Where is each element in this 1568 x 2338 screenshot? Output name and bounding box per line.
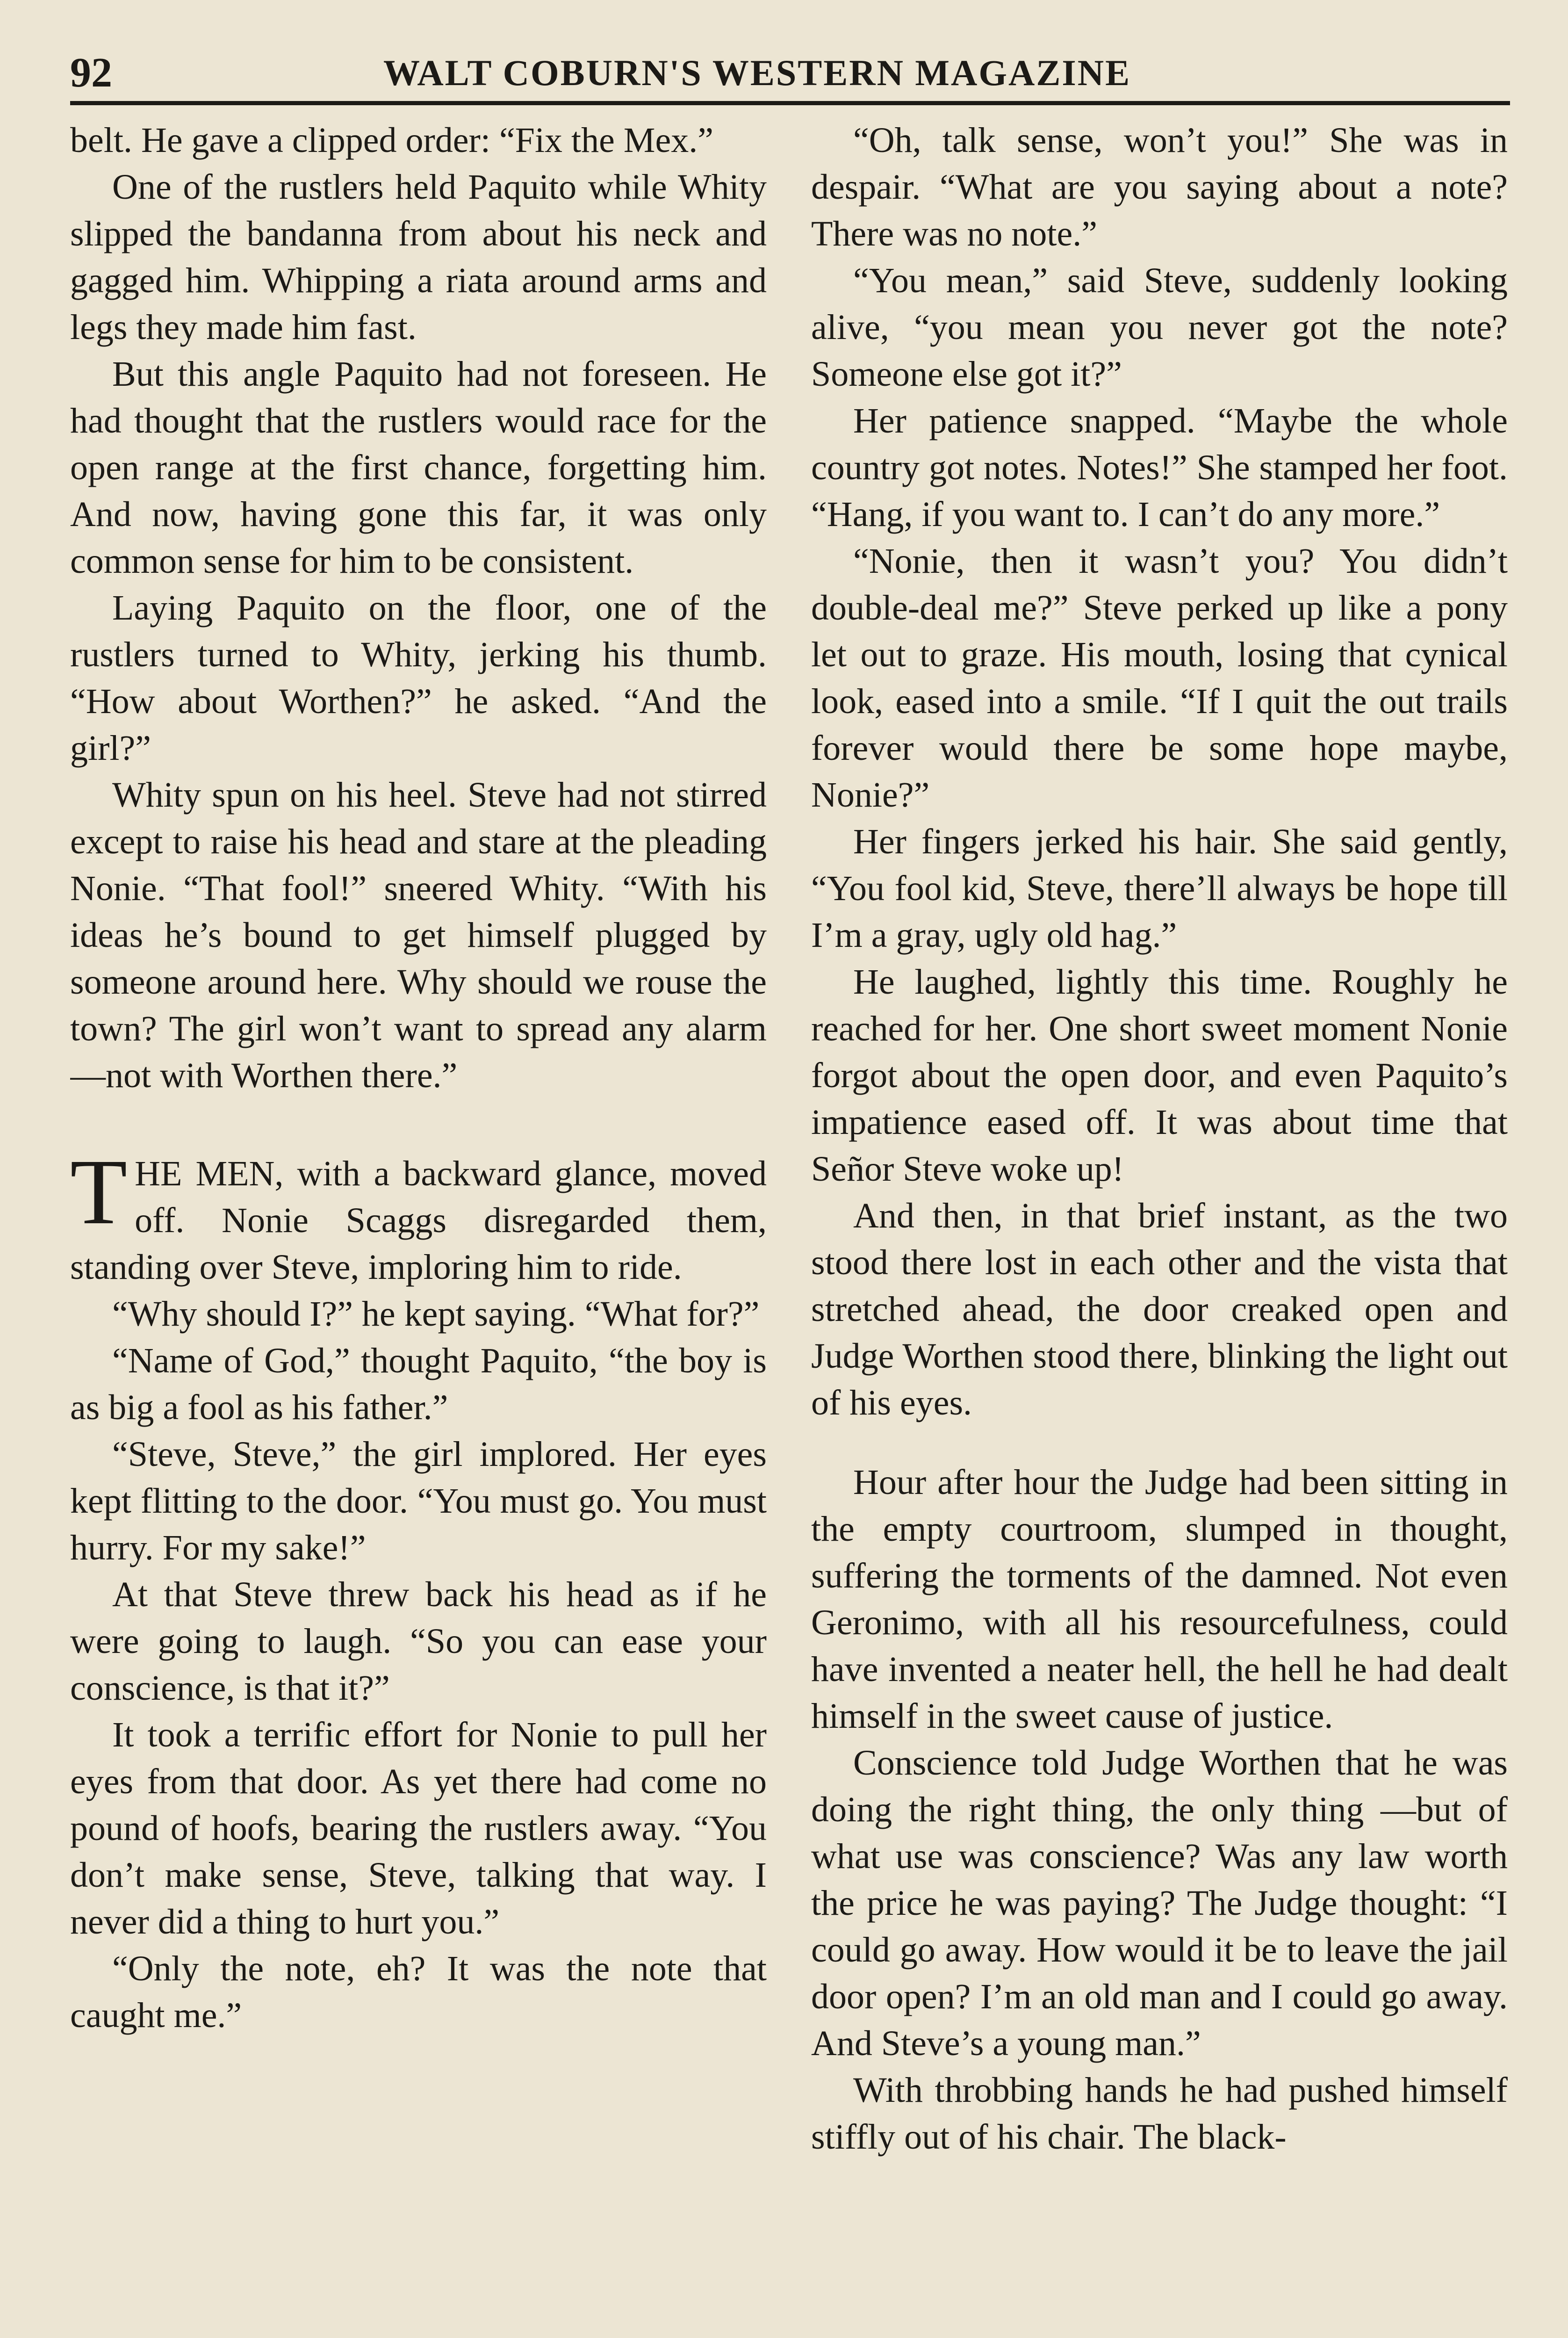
paragraph: belt. He gave a clipped order: “Fix the Mex.” [70,121,713,160]
paragraph: At that Steve threw back his head as if he were going to laugh. “So you can ease your conscience, is that it?” [70,1575,767,1708]
paragraph: “Only the note, eh? It was the note that caught me.” [70,1949,767,2035]
paragraph: One of the rustlers held Paquito while Whity slipped the bandanna from about his neck and gagged him. Whipping a riata around arms and legs they made him fast. [70,167,767,347]
paragraph: “Why should I?” he kept saying. “What for?” [112,1294,760,1334]
paragraph: It took a terrific effort for Nonie to pull her eyes from that door. As yet there had come no pound of hoofs, bearing the rustlers away. “You don’t make sense, Steve, talking that way. I never did a thing to hurt you.” [70,1715,767,1941]
drop-cap: T [70,1140,128,1244]
paragraph: Conscience told Judge Worthen that he was doing the right thing, the only thing —but of what use was conscience? Was any law worth the price he was paying? The Judge thought: “I could go away. How would it be to leave the jail door open? I’m an old man and I could go away. And Steve’s a young man.” [811,1743,1508,2063]
paragraph: With throbbing hands he had pushed himself stiffly out of his chair. The black- [811,2071,1508,2157]
paragraph: “Oh, talk sense, won’t you!” She was in despair. “What are you saying about a note? There was no note.” [811,121,1508,253]
paragraph: “You mean,” said Steve, suddenly looking alive, “you mean you never got the note? Someone else got it?” [811,261,1508,394]
paragraph: But this angle Paquito had not foreseen. He had thought that the rustlers would race for the open range at the first chance, forgetting him. And now, having gone this far, it was only common sense for him to be consistent. [70,354,767,581]
paragraph: Laying Paquito on the floor, one of the rustlers turned to Whity, jerking his thumb. “How about Worthen?” he asked. “And the girl?” [70,588,767,768]
right-column [811,117,1508,2338]
section-opening-paragraph [70,1140,767,1291]
page-header [70,45,1510,105]
paragraph: “Name of God,” thought Paquito, “the boy is as big a fool as his father.” [70,1341,767,1427]
paragraph-text: HE MEN, with a backward glance, moved off. Nonie Scaggs disregarded them, standing over Steve, imploring him to ride. [70,1154,767,1287]
page-number: 92 [70,50,112,96]
paragraph: “Nonie, then it wasn’t you? You didn’t double-deal me?” Steve perked up like a pony let out to graze. His mouth, losing that cynical look, eased into a smile. “If I quit the out trails forever would there be some hope maybe, Nonie?” [811,541,1508,815]
paragraph: Hour after hour the Judge had been sitting in the empty courtroom, slumped in thought, suffering the torments of the damned. Not even Geronimo, with all his resourcefulness, could have invented a neater hell, the hell he had dealt himself in the sweet cause of justice. [811,1463,1508,1736]
paragraph: “Steve, Steve,” the girl implored. Her eyes kept flitting to the door. “You must go. You must hurry. For my sake!” [70,1435,767,1567]
left-column [70,117,767,2338]
paragraph: Whity spun on his heel. Steve had not stirred except to raise his head and stare at the pleading Nonie. “That fool!” sneered Whity. “With his ideas he’s bound to get himself plugged by someone around here. Why should we rouse the town? The girl won’t want to spread any alarm—not with Worthen there.” [70,775,767,1095]
paragraph: He laughed, lightly this time. Roughly he reached for her. One short sweet moment Nonie forgot about the open door, and even Paquito’s impatience eased off. It was about time that Señor Steve woke up! [811,962,1508,1189]
paragraph: Her patience snapped. “Maybe the whole country got notes. Notes!” She stamped her foot. “Hang, if you want to. I can’t do any more.” [811,401,1508,534]
paragraph: And then, in that brief instant, as the two stood there lost in each other and the vista that stretched ahead, the door creaked open and Judge Worthen stood there, blinking the light out of his eyes. [811,1196,1508,1422]
magazine-title: WALT COBURN'S WESTERN MAGAZINE [383,52,1131,93]
paragraph: Her fingers jerked his hair. She said gently, “You fool kid, Steve, there’ll always be hope till I’m a gray, ugly old hag.” [811,822,1508,955]
